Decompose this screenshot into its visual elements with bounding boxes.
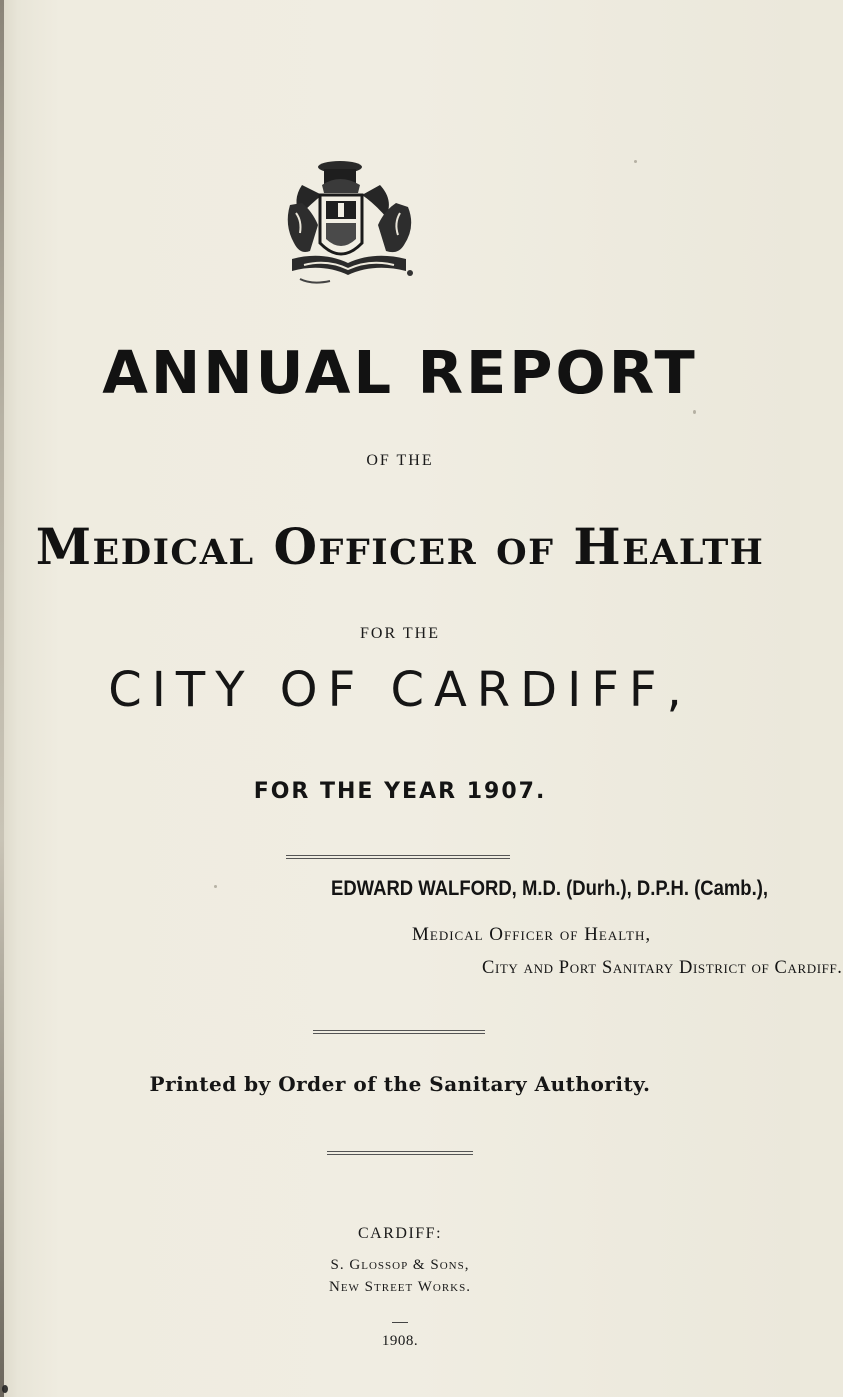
of-the-line: OF THE: [366, 452, 434, 469]
divider-rule: [286, 855, 510, 859]
imprint-year: 1908.: [381, 1333, 419, 1349]
imprint-works: New Street Works.: [329, 1279, 471, 1295]
author-district: City and Port Sanitary District of Cardiff.: [482, 958, 843, 978]
imprint-firm: S. Glossop & Sons,: [330, 1257, 470, 1273]
report-year: FOR THE YEAR 1907.: [253, 779, 547, 804]
paper-speck: [634, 160, 637, 163]
report-subject: Medical Officer of Health: [35, 517, 765, 576]
report-title: ANNUAL REPORT: [102, 338, 698, 407]
paper-speck: [2, 1385, 8, 1393]
imprint-city: CARDIFF:: [357, 1225, 443, 1242]
divider-rule: [327, 1151, 473, 1155]
divider-rule: [313, 1030, 485, 1034]
paper-speck: [214, 885, 217, 888]
paper-speck: [693, 410, 696, 414]
printed-by-line: Printed by Order of the Sanitary Authority.: [149, 1072, 651, 1096]
author-role: Medical Officer of Health,: [412, 924, 652, 945]
imprint-dash: [392, 1322, 408, 1323]
coat-of-arms-icon: [282, 155, 416, 290]
author-name: EDWARD WALFORD, M.D. (Durh.), D.P.H. (Camb.),: [331, 877, 769, 900]
for-the-line: FOR THE: [360, 625, 440, 642]
city-name: CITY OF CARDIFF,: [108, 662, 692, 718]
